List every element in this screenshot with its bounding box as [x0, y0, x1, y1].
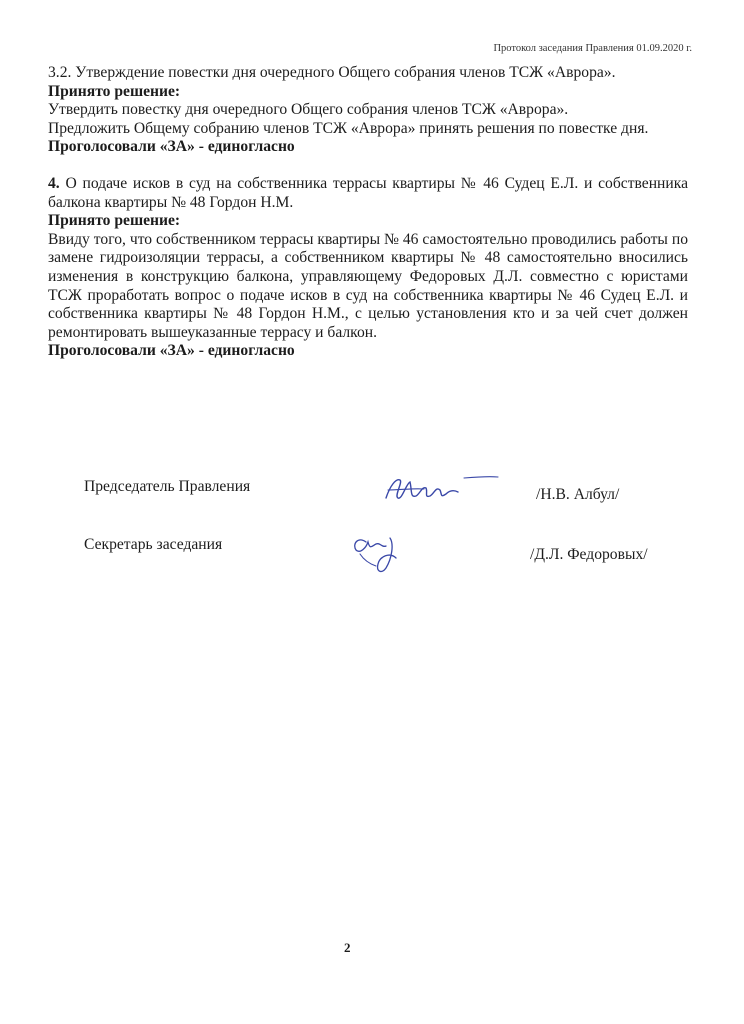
item-4-heading — [48, 175, 688, 212]
item-4-number: 4. — [48, 174, 60, 192]
item-3-2-decision-line-2: Предложить Общему собранию членов ТСЖ «Аврора» принять решения по повестке дня. — [48, 119, 649, 137]
item-4-decision-text: Ввиду того, что собственником террасы квартиры № 46 самостоятельно проводились работы по замене гидроизоляции террасы, а собственником квартиры № 48 самостоятельно вносились изменения в конструкцию балкона, управляющему Федоровых Д.Л. совместно с юристами ТСЖ проработать вопрос о подаче исков в суд на собственника квартиры № 46 Судец Е.Л. и собственника квартиры № 48 Гордон Н.М., с целью установления кто и за чей счет должен ремонтировать вышеуказанные террасу и балкон. — [48, 230, 688, 341]
chair-signature — [380, 468, 500, 508]
item-4-vote: Проголосовали «ЗА» - единогласно — [48, 342, 295, 360]
secretary-role: Секретарь заседания — [84, 536, 223, 553]
secretary-name: /Д.Л. Федоровых/ — [530, 546, 648, 563]
section-spacer — [48, 157, 688, 175]
chair-name: /Н.В. Албул/ — [536, 486, 620, 503]
document-body — [48, 64, 688, 361]
item-3-2-decision-label: Принято решение: — [48, 82, 181, 100]
item-3-2-vote: Проголосовали «ЗА» - единогласно — [48, 138, 295, 156]
page-number: 2 — [344, 940, 351, 955]
protocol-header-note: Протокол заседания Правления 01.09.2020 г. — [493, 43, 692, 54]
item-4-title: О подаче исков в суд на собственника террасы квартиры № 46 Судец Е.Л. и собственника балкона квартиры № 48 Гордон Н.М. — [48, 174, 688, 211]
item-4-decision-label: Принято решение: — [48, 212, 181, 230]
item-3-2-decision-line-1: Утвердить повестку дня очередного Общего собрания членов ТСЖ «Аврора». — [48, 101, 569, 119]
item-3-2-title: 3.2. Утверждение повестки дня очередного Общего собрания членов ТСЖ «Аврора». — [48, 64, 616, 81]
chair-role: Председатель Правления — [84, 478, 251, 495]
secretary-signature — [346, 524, 410, 580]
